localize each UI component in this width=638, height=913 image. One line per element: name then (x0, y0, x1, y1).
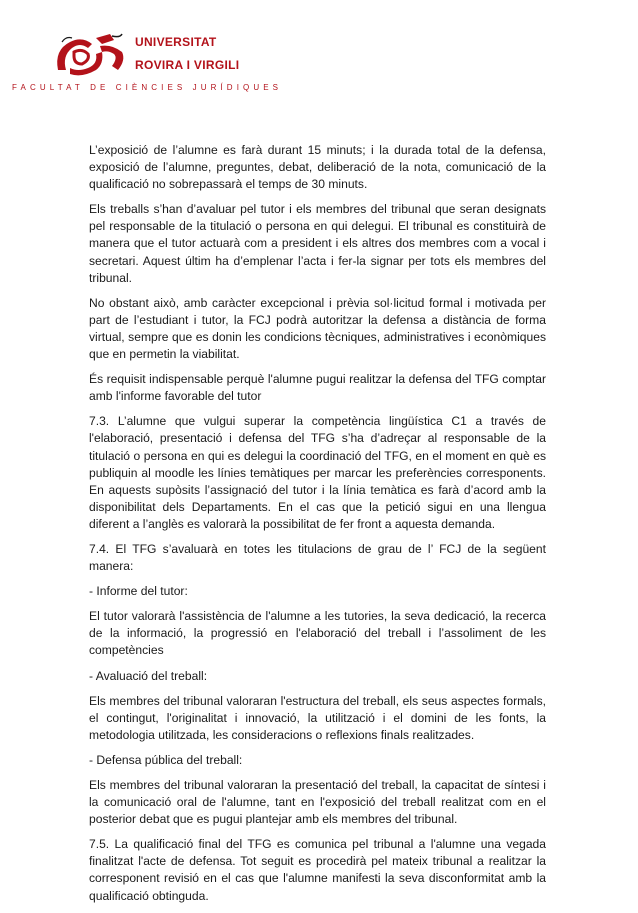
paragraph: És requisit indispensable perquè l'alumne pugui realitzar la defensa del TFG comptar amb l'informe favorable del tutor (89, 372, 546, 404)
paragraph: - Avaluació del treball: (89, 668, 208, 683)
university-name-line1: UNIVERSITAT (135, 35, 217, 49)
paragraph: 7.4. El TFG s’avaluarà en totes les titulacions de grau de l’ FCJ de la següent manera: (89, 541, 546, 574)
university-name-line2: ROVIRA I VIRGILI (135, 58, 240, 72)
page-header (0, 0, 638, 100)
paragraph: No obstant això, amb caràcter excepcional i prèvia sol·licitud formal i motivada per part de l’estudiant i tutor, la FCJ podrà autoritzar la defensa a distància de forma virtual, sempre que es donin les condicions tècniques, administratives i econòmiques que en permetin la viabilitat. (89, 295, 546, 362)
paragraph: Els membres del tribunal valoraran la presentació del treball, la capacitat de síntesi i la comunicació oral de l'alumne, tant en l'exposició del treball realitzat com en el posterior debat que es pugui plantejar amb els membres del tribunal. (89, 778, 546, 827)
paragraph: Els treballs s’han d’avaluar pel tutor i els membres del tribunal que seran designats pel responsable de la titulació o persona en qui delegui. El tribunal es constituirà de manera que el tutor actuarà com a president i els altres dos membres com a vocal i secretari. Aquest últim ha d’emplenar l’acta i fer-la signar per tots els membres del tribunal. (89, 202, 546, 285)
paragraph: - Defensa pública del treball: (89, 752, 243, 767)
urv-logo-icon (52, 30, 132, 80)
paragraph: 7.5. La qualificació final del TFG es comunica pel tribunal a l'alumne una vegada finalitzat l'acte de defensa. Tot seguit es procedirà pel mateix tribunal a realitzar la corresponent revisió en el cas que l'alumne manifesti la seva disconformitat amb la qualificació obtinguda. (89, 837, 546, 903)
paragraph: Els membres del tribunal valoraran l'estructura del treball, els seus aspectes formals, el contingut, l'originalitat i innovació, la utilització i el domini de les fonts, la metodologia utilitzada, les consideracions o reflexions finals realitzades. (89, 693, 546, 742)
faculty-name: FACULTAT DE CIÈNCIES JURÍDIQUES (12, 83, 283, 92)
paragraph: L’exposició de l’alumne es farà durant 15 minuts; i la durada total de la defensa, exposició de l’alumne, preguntes, debat, deliberació de la nota, comunicació de la qualificació no sobrepassarà el temps de 30 minuts. (89, 143, 546, 192)
paragraph: 7.3. L’alumne que vulgui superar la competència lingüística C1 a través de l'elaboració, presentació i defensa del TFG s’ha d’adreçar al responsable de la titulació o persona en qui es delegui la coordinació del TFG, en el moment en què es publiquin al moodle les línies temàtiques per marcar les preferències corresponents. En aquests supòsits l’assignació del tutor i la línia temàtica es farà d’acord amb la disponibilitat dels Departaments. En el cas que la petició sigui en una llengua diferent a l’anglès es valorarà la possibilitat de fer front a aquesta demanda. (89, 414, 546, 531)
paragraph: - Informe del tutor: (89, 584, 188, 599)
document-body (89, 142, 546, 913)
paragraph: El tutor valorarà l'assistència de l'alumne a les tutories, la seva dedicació, la recerca de la informació, la progressió en l'elaboració del treball i l’assoliment de les competències (89, 609, 546, 658)
